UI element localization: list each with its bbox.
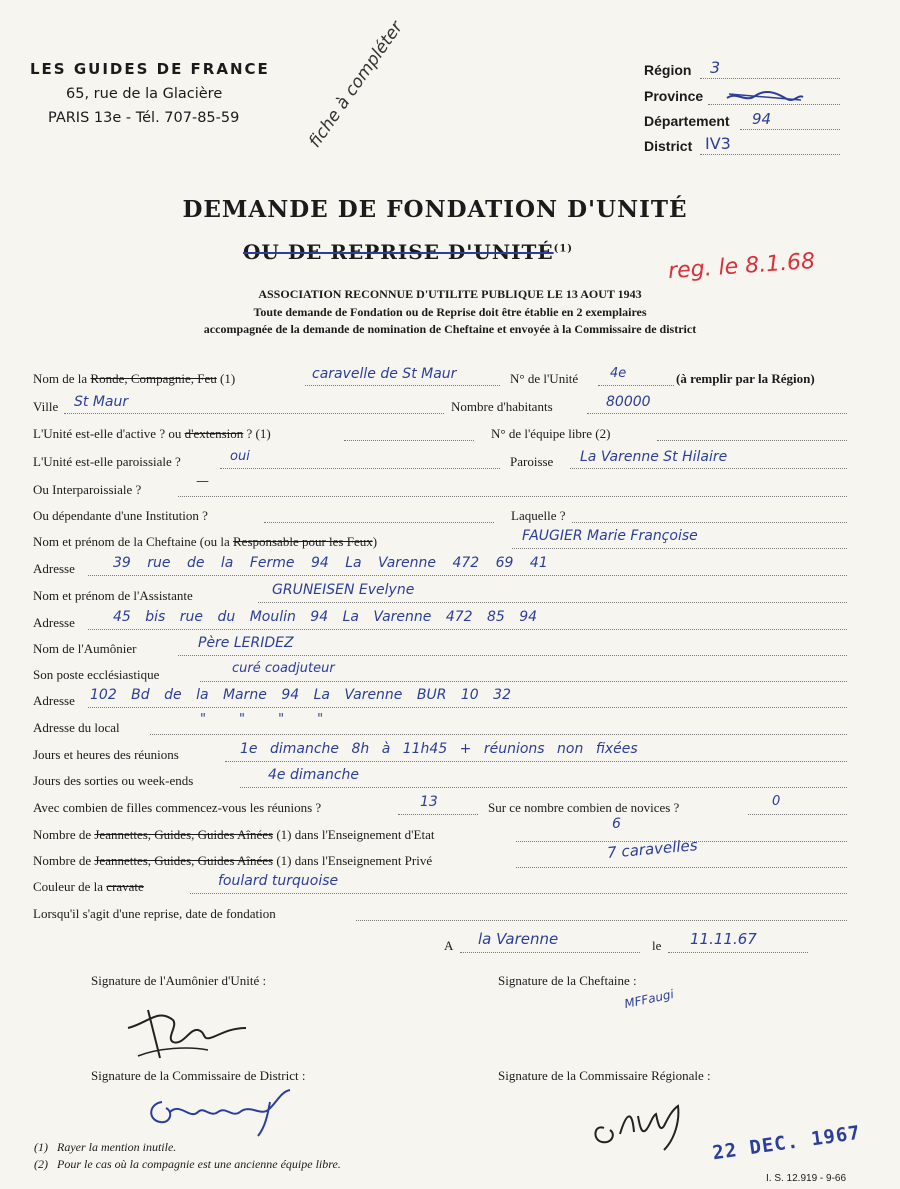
jours-value[interactable]: 1e dimanche 8h à 11h45 + réunions non fixées [240,741,638,757]
laquelle-label: Laquelle ? [511,508,566,523]
jours-label: Jours et heures des réunions [33,747,179,762]
org-address-line1: 65, rue de la Glacière [66,86,223,102]
assistante-label: Nom et prénom de l'Assistante [33,588,193,603]
district-value: IV3 [705,134,731,153]
sig-cheftaine-label: Signature de la Cheftaine : [498,973,637,988]
received-date-stamp: 22 DEC. 1967 [711,1121,863,1165]
local-label: Adresse du local [33,720,120,735]
margin-note: fiche à compléter [305,17,407,152]
poste-label: Son poste ecclésiastique [33,667,160,682]
local-value[interactable]: " " " " [200,712,324,727]
footnote-2: (2) Pour le cas où la compagnie est une ancienne équipe libre. [34,1157,341,1171]
sig-regionale-label: Signature de la Commissaire Régionale : [498,1068,711,1083]
etat-value[interactable]: 6 [612,816,621,832]
habitants-value[interactable]: 80000 [606,394,651,410]
org-name: LES GUIDES DE FRANCE [30,60,270,78]
paroissiale-label: L'Unité est-elle paroissiale ? [33,454,181,469]
lieu-value[interactable]: la Varenne [478,930,559,948]
adresse1-value[interactable]: 39 rue de la Ferme 94 La Varenne 472 69 41 [113,555,548,571]
aumonier-label: Nom de l'Aumônier [33,641,137,656]
subtitle-instructions2: accompagnée de la demande de nomination de Cheftaine et envoyée à la Commissaire de district [203,322,697,336]
subtitle-association: ASSOCIATION RECONNUE D'UTILITE PUBLIQUE LE 13 AOUT 1943 [258,287,642,301]
novices-value[interactable]: 0 [772,794,781,809]
province-label: Province [644,88,704,104]
sig-district-label: Signature de la Commissaire de District : [91,1068,306,1083]
aumonier-signature [118,998,258,1073]
adresse1-label: Adresse [33,561,75,576]
district-signature [140,1082,300,1147]
equipe-label: N° de l'équipe libre (2) [491,426,611,441]
assistante-value[interactable]: GRUNEISEN Evelyne [272,582,415,598]
form-title-line1: DEMANDE DE FONDATION D'UNITÉ [182,196,688,223]
filles-label: Avec combien de filles commencez-vous les réunions ? [33,800,322,815]
adresse2-value[interactable]: 45 bis rue du Moulin 94 La Varenne 472 85 94 [113,609,538,625]
departement-value: 94 [752,110,772,128]
interparoissiale-value[interactable]: — [196,474,209,489]
institution-label: Ou dépendante d'une Institution ? [33,508,208,523]
form-reference: I. S. 12.919 - 9-66 [766,1173,847,1184]
num-unite-value[interactable]: 4e [610,366,627,381]
region-label: Région [644,62,692,78]
adresse2-label: Adresse [33,615,75,630]
aumonier-value[interactable]: Père LERIDEZ [198,635,294,651]
form-title-line2-wrap [243,240,573,264]
province-scribble [725,90,805,102]
subtitle-instructions1: Toute demande de Fondation ou de Reprise doit être établie en 2 exemplaires [253,305,647,319]
adresse3-value[interactable]: 102 Bd de la Marne 94 La Varenne BUR 10 32 [90,687,511,703]
interparoissiale-label: Ou Interparoissiale ? [33,482,142,497]
district-label: District [644,138,693,154]
novices-label: Sur ce nombre combien de novices ? [488,800,680,815]
paroissiale-value[interactable]: oui [230,449,250,464]
filles-value[interactable]: 13 [420,794,438,810]
row-cheftaine: Nom et prénom de la Cheftaine (ou la Responsable pour les Feux) [33,534,378,549]
regionale-signature [586,1094,696,1159]
date-prefix: le [652,938,662,953]
cheftaine-signature: MFFaugi [623,986,675,1012]
ville-label: Ville [33,399,59,414]
nom-value[interactable]: caravelle de St Maur [312,366,457,382]
sorties-label: Jours des sorties ou week-ends [33,773,194,788]
row-active: L'Unité est-elle d'active ? ou d'extension ? (1) [33,426,271,441]
ville-value[interactable]: St Maur [74,394,129,410]
departement-label: Département [644,113,730,129]
couleur-value[interactable]: foulard turquoise [218,873,339,889]
row-couleur: Couleur de la cravate [33,879,144,894]
sorties-value[interactable]: 4e dimanche [268,767,360,783]
habitants-label: Nombre d'habitants [451,399,553,414]
adresse3-label: Adresse [33,693,75,708]
form-title-note: (1) [553,243,574,255]
paroisse-value[interactable]: La Varenne St Hilaire [580,449,728,465]
row-nom: Nom de la Ronde, Compagnie, Feu (1) [33,371,236,386]
red-registration-note: reg. le 8.1.68 [667,248,816,285]
footnote-1: (1) Rayer la mention inutile. [34,1140,177,1154]
row-etat: Nombre de Jeannettes, Guides, Guides Aînées (1) dans l'Enseignement d'Etat [33,827,435,842]
num-unite-label: N° de l'Unité [510,371,579,386]
region-value: 3 [710,58,721,77]
org-address-line2: PARIS 13e - Tél. 707-85-59 [48,110,240,126]
reprise-label: Lorsqu'il s'agit d'une reprise, date de fondation [33,906,276,921]
poste-value[interactable]: curé coadjuteur [232,661,335,676]
date-value[interactable]: 11.11.67 [690,930,757,948]
paroisse-label: Paroisse [510,454,554,469]
lieu-prefix: A [444,938,454,953]
num-unite-note: (à remplir par la Région) [676,371,815,386]
cheftaine-value[interactable]: FAUGIER Marie Françoise [522,528,698,544]
row-prive: Nombre de Jeannettes, Guides, Guides Aînées (1) dans l'Enseignement Privé [33,853,433,868]
prive-value[interactable]: 7 caravelles [606,836,699,862]
sig-aumonier-label: Signature de l'Aumônier d'Unité : [91,973,267,988]
form-title-line2: OU DE REPRISE D'UNITÉ [243,240,554,264]
